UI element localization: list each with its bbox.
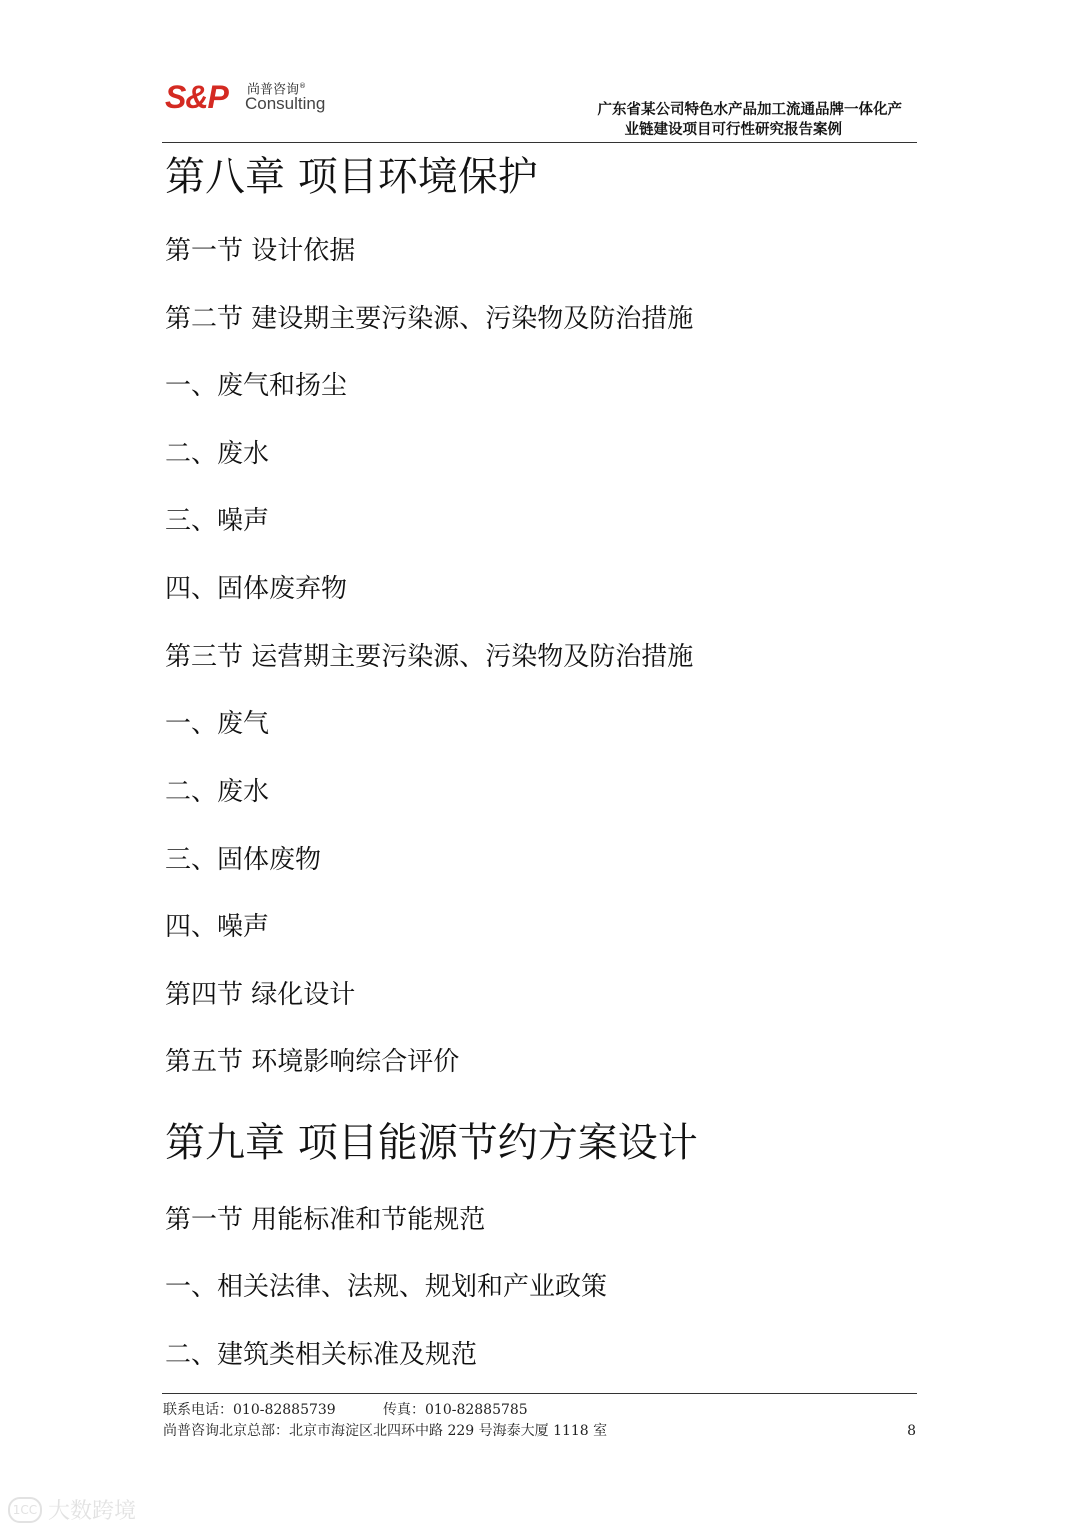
- subsection-heading: 一、相关法律、法规、规划和产业政策: [165, 1272, 608, 1302]
- subsection-heading: 一、废气: [165, 709, 270, 739]
- header-divider: [162, 142, 917, 143]
- watermark-text: 大数跨境: [48, 1499, 137, 1524]
- section-heading: 第五节 环境影响综合评价: [165, 1047, 460, 1077]
- footer-fax: 传真：010-82885785: [383, 1402, 528, 1418]
- subsection-heading: 三、噪声: [165, 506, 270, 536]
- company-logo: [165, 78, 335, 118]
- header-title-line-2: 业链建设项目可行性研究报告案例: [624, 121, 842, 138]
- section-heading: 第一节 用能标准和节能规范: [165, 1205, 486, 1235]
- page-footer: [163, 1400, 918, 1442]
- logo-cn-text: 尚普咨询: [247, 82, 300, 98]
- header-title-line-1: 广东省某公司特色水产品加工流通品牌一体化产: [597, 101, 902, 118]
- chapter-title: 第九章 项目能源节约方案设计: [165, 1120, 698, 1166]
- section-heading: 第二节 建设期主要污染源、污染物及防治措施: [165, 304, 694, 334]
- subsection-heading: 二、废水: [165, 439, 270, 469]
- page-number: 8: [907, 1423, 916, 1439]
- subsection-heading: 二、废水: [165, 777, 270, 807]
- section-heading: 第一节 设计依据: [165, 236, 356, 266]
- document-header-title: [482, 100, 902, 140]
- section-heading: 第三节 运营期主要污染源、污染物及防治措施: [165, 642, 694, 672]
- footer-divider: [162, 1393, 917, 1394]
- subsection-heading: 一、废气和扬尘: [165, 371, 348, 401]
- logo-english-name: Consulting: [245, 94, 326, 113]
- section-heading: 第四节 绿化设计: [165, 980, 356, 1010]
- subsection-heading: 三、固体废物: [165, 845, 322, 875]
- footer-contact-line: [163, 1400, 918, 1421]
- subsection-heading: 二、建筑类相关标准及规范: [165, 1340, 478, 1370]
- footer-phone: 联系电话：010-82885739: [163, 1402, 336, 1418]
- registered-mark: ®: [299, 82, 307, 90]
- chapter-title: 第八章 项目环境保护: [165, 154, 538, 200]
- subsection-heading: 四、噪声: [165, 912, 270, 942]
- watermark-icon: 1CC: [8, 1497, 42, 1523]
- subsection-heading: 四、固体废弃物: [165, 574, 348, 604]
- footer-address: 尚普咨询北京总部：北京市海淀区北四环中路 229 号海泰大厦 1118 室: [163, 1423, 608, 1439]
- logo-mark: S&P: [165, 79, 228, 115]
- watermark: [8, 1494, 136, 1525]
